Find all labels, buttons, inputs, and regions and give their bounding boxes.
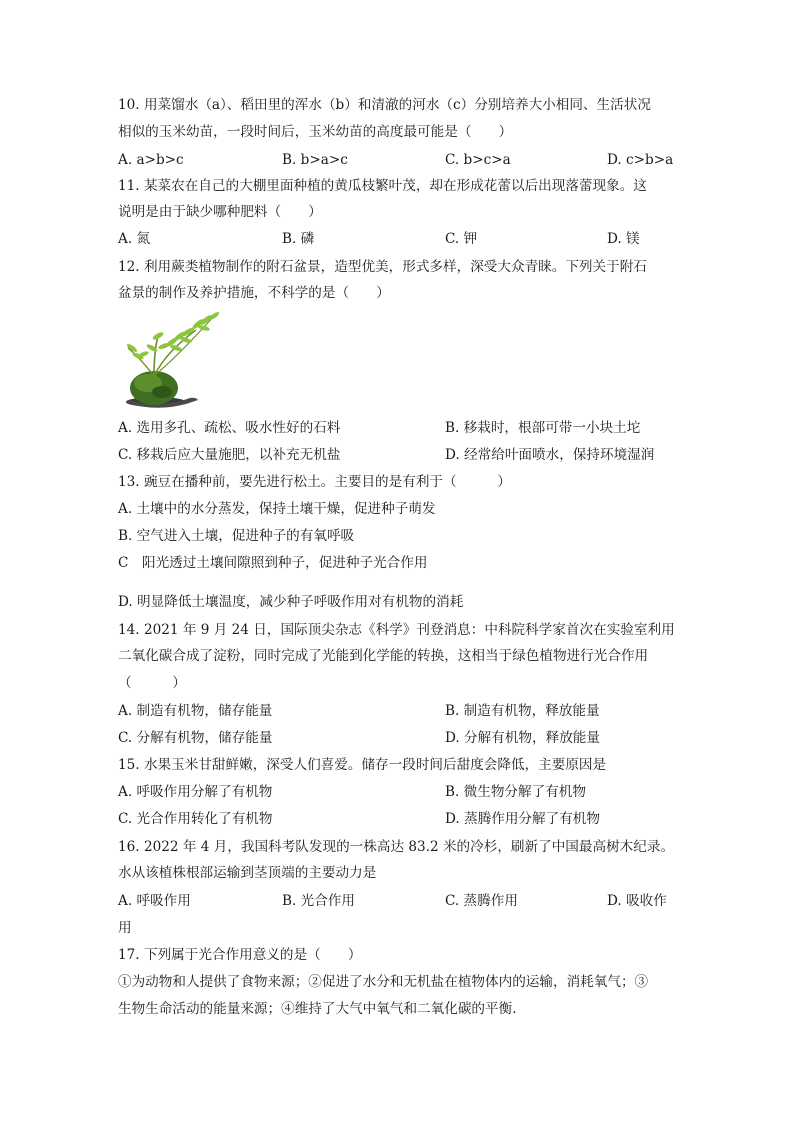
q17-stem: 17. 下列属于光合作用意义的是（ ） bbox=[118, 947, 362, 963]
q15-stem: 15. 水果玉米甘甜鲜嫩，深受人们喜爱。储存一段时间后甜度会降低，主要原因是 bbox=[118, 757, 607, 773]
q15-option-a: A. 呼吸作用分解了有机物 bbox=[118, 784, 273, 800]
q11-option-d: D. 镁 bbox=[607, 231, 640, 247]
q15-option-b: B. 微生物分解了有机物 bbox=[445, 784, 586, 800]
q16-option-b: B. 光合作用 bbox=[282, 893, 356, 909]
q11-option-a: A. 氮 bbox=[118, 231, 151, 247]
q10-option-d: D. c>b>a bbox=[607, 152, 674, 168]
q12-option-d: D. 经常给叶面喷水，保持环境湿润 bbox=[445, 447, 655, 463]
q11-option-c: C. 钾 bbox=[445, 231, 478, 247]
q14-stem-line3: （ ） bbox=[118, 675, 186, 691]
q10-option-a: A. a>b>c bbox=[118, 152, 184, 168]
q13-stem: 13. 豌豆在播种前，要先进行松土。主要目的是有利于（ ） bbox=[118, 474, 511, 490]
q10-option-c: C. b>c>a bbox=[445, 152, 511, 168]
q17-body-line1: ①为动物和人提供了食物来源；②促进了水分和无机盐在植物体内的运输，消耗氧气；③ bbox=[118, 974, 649, 990]
q10-stem-line1: 10. 用菜馏水（a）、稻田里的浑水（b）和清澈的河水（c）分别培养大小相同、生活状况 bbox=[118, 97, 651, 113]
q16-option-d: D. 吸收作 bbox=[607, 893, 667, 909]
q11-stem-line2: 说明是由于缺少哪种肥料（ ） bbox=[118, 204, 322, 220]
q11-option-b: B. 磷 bbox=[282, 231, 315, 247]
q10-stem-line2: 相似的玉米幼苗，一段时间后，玉米幼苗的高度最可能是（ ） bbox=[118, 124, 513, 140]
q14-stem-line2: 二氧化碳合成了淀粉，同时完成了光能到化学能的转换，这相当于绿色植物进行光合作用 bbox=[118, 648, 649, 664]
q10-option-b: B. b>a>c bbox=[282, 152, 348, 168]
q15-option-c: C. 光合作用转化了有机物 bbox=[118, 811, 273, 827]
q16-option-d-wrap: 用 bbox=[118, 920, 132, 936]
q12-stem-line1: 12. 利用蕨类植物制作的附石盆景，造型优美，形式多样，深受大众青睐。下列关于附石 bbox=[118, 259, 647, 275]
q13-option-b: B. 空气进入土壤，促进种子的有氧呼吸 bbox=[118, 528, 355, 544]
q14-option-d: D. 分解有机物，释放能量 bbox=[445, 730, 600, 746]
q14-option-c: C. 分解有机物，储存能量 bbox=[118, 730, 273, 746]
q12-stem-line2: 盆景的制作及养护措施，不科学的是（ ） bbox=[118, 285, 390, 301]
fern-bonsai-image bbox=[118, 312, 224, 410]
q13-option-a: A. 土壤中的水分蒸发，保持土壤干燥，促进种子萌发 bbox=[118, 501, 436, 517]
q16-stem-line1: 16. 2022 年 4 月，我国科考队发现的一株高达 83.2 米的冷杉，刷新了中国最高树木纪录。 bbox=[118, 839, 675, 855]
q14-stem-line1: 14. 2021 年 9 月 24 日，国际顶尖杂志《科学》刊登消息：中科院科学家首次在实验室利用 bbox=[118, 622, 675, 638]
q15-option-d: D. 蒸腾作用分解了有机物 bbox=[445, 811, 600, 827]
q16-option-c: C. 蒸腾作用 bbox=[445, 893, 518, 909]
q12-option-a: A. 选用多孔、疏松、吸水性好的石料 bbox=[118, 420, 341, 436]
q12-option-c: C. 移栽后应大量施肥，以补充无机盐 bbox=[118, 447, 341, 463]
q13-option-d: D. 明显降低土壤温度，减少种子呼吸作用对有机物的消耗 bbox=[118, 594, 464, 610]
q14-option-a: A. 制造有机物，储存能量 bbox=[118, 703, 273, 719]
q12-option-b: B. 移栽时，根部可带一小块土坨 bbox=[445, 420, 641, 436]
q11-stem-line1: 11. 某菜农在自己的大棚里面种植的黄瓜枝繁叶茂，却在形成花蕾以后出现落蕾现象。这 bbox=[118, 178, 647, 194]
q16-option-a: A. 呼吸作用 bbox=[118, 893, 191, 909]
q16-stem-line2: 水从该植株根部运输到茎顶端的主要动力是 bbox=[118, 865, 377, 881]
q13-option-c: C 阳光透过土壤间隙照到种子，促进种子光合作用 bbox=[118, 555, 428, 571]
q14-option-b: B. 制造有机物，释放能量 bbox=[445, 703, 600, 719]
q17-body-line2: 生物生命活动的能量来源；④维持了大气中氧气和二氧化碳的平衡． bbox=[118, 1001, 526, 1017]
